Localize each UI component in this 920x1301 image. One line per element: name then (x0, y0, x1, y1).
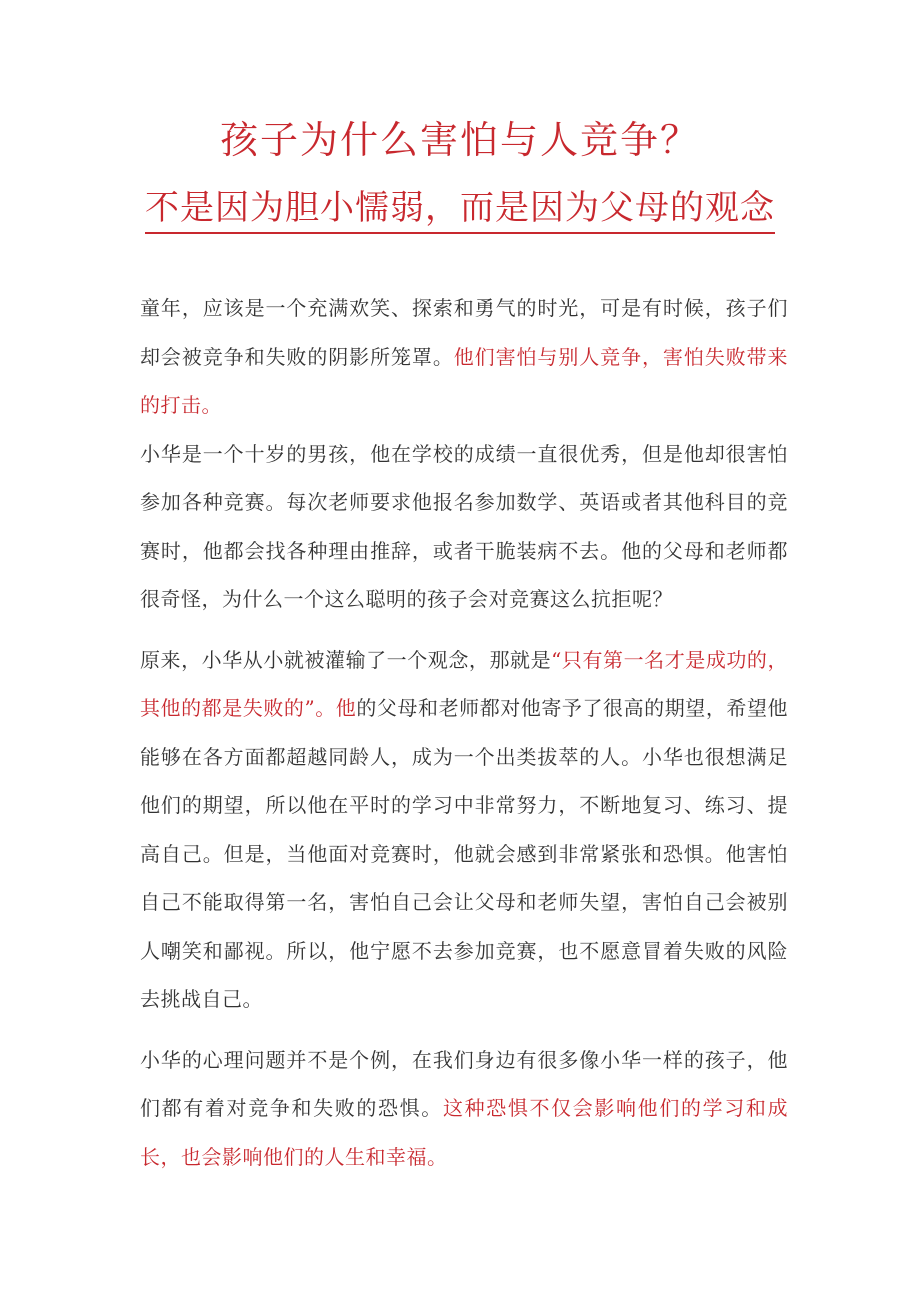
paragraph-1-text: 童年，应该是一个充满欢笑、探索和勇气的时光，可是有时候，孩子们却会被竞争和失败的阴影所笼罩。 (140, 296, 788, 369)
paragraph-2 (140, 430, 788, 624)
paragraph-4-text: 小华的心理问题并不是个例，在我们身边有很多像小华一样的孩子，他们都有着对竞争和失败的恐惧。 (140, 1047, 788, 1120)
page-title: 孩子为什么害怕与人竞争？ (219, 118, 700, 162)
paragraph-3-highlight: “只有第一名才是成功的，其他的都是失败的”。他 (140, 647, 788, 720)
paragraph-4-highlight: 这种恐惧不仅会影响他们的学习和成长，也会影响他们的人生和幸福。 (140, 1096, 789, 1169)
paragraph-3-text-start: 原来，小华从小就被灌输了一个观念，那就是 (140, 647, 552, 672)
paragraph-2-text: 小华是一个十岁的男孩，他在学校的成绩一直很优秀，但是他却很害怕参加各种竞赛。每次老师要求他报名参加数学、英语或者其他科目的竞赛时，他都会找各种理由推辞，或者干脆装病不去。他的父母和老师都很奇怪，为什么一个这么聪明的孩子会对竞赛这么抗拒呢？ (140, 441, 788, 611)
paragraph-1 (140, 284, 788, 430)
page-subtitle-text: 不是因为胆小懦弱，而是因为父母的观念 (145, 188, 775, 234)
article-body (140, 284, 788, 1181)
paragraph-1-highlight: 他们害怕与别人竞争，害怕失败带来的打击。 (140, 344, 788, 417)
paragraph-3-text-end: 的父母和老师都对他寄予了很高的期望，希望他能够在各方面都超越同龄人，成为一个出类拔萃的人。小华也很想满足他们的期望，所以他在平时的学习中非常努力，不断地复习、练习、提高自己。但是，当他面对竞赛时，他就会感到非常紧张和恐惧。他害怕自己不能取得第一名，害怕自己会让父母和老师失望，害怕自己会被别人嘲笑和鄙视。所以，他宁愿不去参加竞赛，也不愿意冒着失败的风险去挑战自己。 (140, 696, 788, 1011)
page-subtitle (0, 186, 920, 230)
paragraph-3 (140, 636, 788, 1024)
paragraph-4 (140, 1036, 788, 1182)
